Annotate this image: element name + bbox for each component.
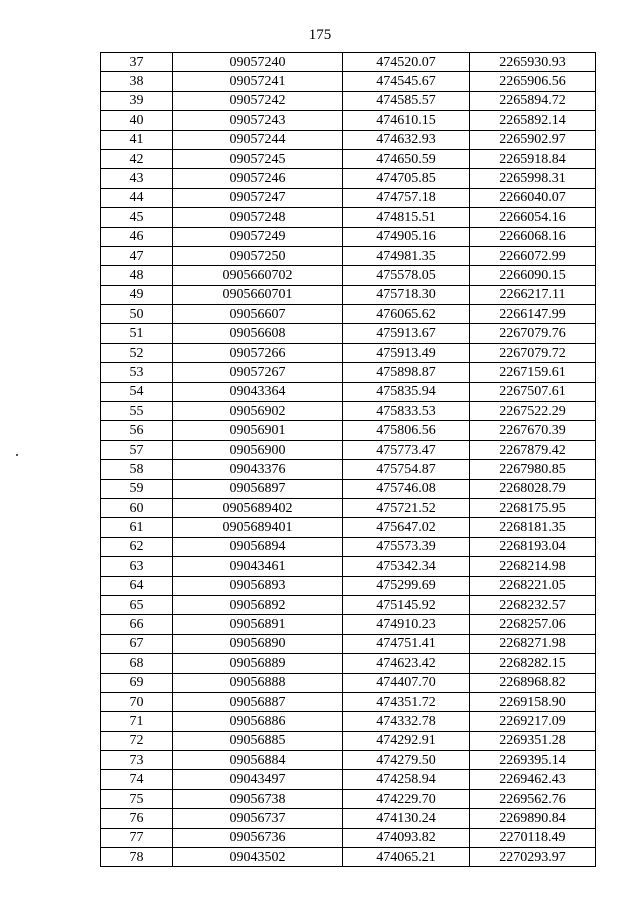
y-coordinate-cell: 2265892.14 bbox=[470, 111, 596, 130]
parcel-id-cell: 0905660702 bbox=[173, 266, 343, 285]
table-row bbox=[101, 285, 596, 304]
parcel-id-cell: 09043502 bbox=[173, 848, 343, 867]
y-coordinate-cell: 2267159.61 bbox=[470, 363, 596, 382]
y-coordinate-cell: 2266040.07 bbox=[470, 188, 596, 207]
table-row bbox=[101, 402, 596, 421]
point-number-cell: 42 bbox=[101, 149, 173, 168]
x-coordinate-cell: 475833.53 bbox=[343, 402, 470, 421]
table-row bbox=[101, 382, 596, 401]
parcel-id-cell: 09057249 bbox=[173, 227, 343, 246]
x-coordinate-cell: 474130.24 bbox=[343, 809, 470, 828]
point-number-cell: 50 bbox=[101, 305, 173, 324]
point-number-cell: 54 bbox=[101, 382, 173, 401]
y-coordinate-cell: 2268271.98 bbox=[470, 634, 596, 653]
y-coordinate-cell: 2267980.85 bbox=[470, 460, 596, 479]
parcel-id-cell: 09056887 bbox=[173, 692, 343, 711]
point-number-cell: 46 bbox=[101, 227, 173, 246]
point-number-cell: 78 bbox=[101, 848, 173, 867]
point-number-cell: 53 bbox=[101, 363, 173, 382]
point-number-cell: 41 bbox=[101, 130, 173, 149]
table-row bbox=[101, 518, 596, 537]
parcel-id-cell: 0905660701 bbox=[173, 285, 343, 304]
y-coordinate-cell: 2269395.14 bbox=[470, 751, 596, 770]
y-coordinate-cell: 2268221.05 bbox=[470, 576, 596, 595]
y-coordinate-cell: 2265906.56 bbox=[470, 72, 596, 91]
table-row bbox=[101, 828, 596, 847]
parcel-id-cell: 09056897 bbox=[173, 479, 343, 498]
x-coordinate-cell: 475773.47 bbox=[343, 440, 470, 459]
point-number-cell: 39 bbox=[101, 91, 173, 110]
y-coordinate-cell: 2267879.42 bbox=[470, 440, 596, 459]
point-number-cell: 62 bbox=[101, 537, 173, 556]
parcel-id-cell: 09056894 bbox=[173, 537, 343, 556]
y-coordinate-cell: 2266217.11 bbox=[470, 285, 596, 304]
parcel-id-cell: 09056900 bbox=[173, 440, 343, 459]
point-number-cell: 65 bbox=[101, 595, 173, 614]
point-number-cell: 69 bbox=[101, 673, 173, 692]
point-number-cell: 72 bbox=[101, 731, 173, 750]
y-coordinate-cell: 2268968.82 bbox=[470, 673, 596, 692]
parcel-id-cell: 09056888 bbox=[173, 673, 343, 692]
parcel-id-cell: 0905689402 bbox=[173, 498, 343, 517]
y-coordinate-cell: 2269351.28 bbox=[470, 731, 596, 750]
y-coordinate-cell: 2267507.61 bbox=[470, 382, 596, 401]
x-coordinate-cell: 474815.51 bbox=[343, 208, 470, 227]
table-row bbox=[101, 460, 596, 479]
parcel-id-cell: 09057247 bbox=[173, 188, 343, 207]
parcel-id-cell: 09056890 bbox=[173, 634, 343, 653]
table-row bbox=[101, 557, 596, 576]
parcel-id-cell: 09056889 bbox=[173, 654, 343, 673]
table-row bbox=[101, 246, 596, 265]
y-coordinate-cell: 2265894.72 bbox=[470, 91, 596, 110]
table-row bbox=[101, 188, 596, 207]
x-coordinate-cell: 475898.87 bbox=[343, 363, 470, 382]
y-coordinate-cell: 2266072.99 bbox=[470, 246, 596, 265]
x-coordinate-cell: 474279.50 bbox=[343, 751, 470, 770]
table-row bbox=[101, 789, 596, 808]
parcel-id-cell: 09043497 bbox=[173, 770, 343, 789]
table-row bbox=[101, 324, 596, 343]
y-coordinate-cell: 2268181.35 bbox=[470, 518, 596, 537]
point-number-cell: 45 bbox=[101, 208, 173, 227]
table-row bbox=[101, 130, 596, 149]
table-row bbox=[101, 537, 596, 556]
x-coordinate-cell: 474407.70 bbox=[343, 673, 470, 692]
x-coordinate-cell: 474545.67 bbox=[343, 72, 470, 91]
y-coordinate-cell: 2269890.84 bbox=[470, 809, 596, 828]
table-row bbox=[101, 169, 596, 188]
y-coordinate-cell: 2266068.16 bbox=[470, 227, 596, 246]
y-coordinate-cell: 2268193.04 bbox=[470, 537, 596, 556]
point-number-cell: 71 bbox=[101, 712, 173, 731]
y-coordinate-cell: 2268257.06 bbox=[470, 615, 596, 634]
y-coordinate-cell: 2268028.79 bbox=[470, 479, 596, 498]
parcel-id-cell: 09056736 bbox=[173, 828, 343, 847]
y-coordinate-cell: 2268232.57 bbox=[470, 595, 596, 614]
point-number-cell: 59 bbox=[101, 479, 173, 498]
point-number-cell: 37 bbox=[101, 53, 173, 72]
parcel-id-cell: 09057250 bbox=[173, 246, 343, 265]
point-number-cell: 56 bbox=[101, 421, 173, 440]
y-coordinate-cell: 2269158.90 bbox=[470, 692, 596, 711]
x-coordinate-cell: 474650.59 bbox=[343, 149, 470, 168]
parcel-id-cell: 09056901 bbox=[173, 421, 343, 440]
table-row bbox=[101, 673, 596, 692]
parcel-id-cell: 09056608 bbox=[173, 324, 343, 343]
point-number-cell: 47 bbox=[101, 246, 173, 265]
point-number-cell: 40 bbox=[101, 111, 173, 130]
table-row bbox=[101, 595, 596, 614]
y-coordinate-cell: 2266054.16 bbox=[470, 208, 596, 227]
table-row bbox=[101, 91, 596, 110]
x-coordinate-cell: 475835.94 bbox=[343, 382, 470, 401]
point-number-cell: 57 bbox=[101, 440, 173, 459]
parcel-id-cell: 09056885 bbox=[173, 731, 343, 750]
x-coordinate-cell: 475746.08 bbox=[343, 479, 470, 498]
table-row bbox=[101, 479, 596, 498]
x-coordinate-cell: 475145.92 bbox=[343, 595, 470, 614]
point-number-cell: 38 bbox=[101, 72, 173, 91]
parcel-id-cell: 09057248 bbox=[173, 208, 343, 227]
y-coordinate-cell: 2267079.76 bbox=[470, 324, 596, 343]
point-number-cell: 60 bbox=[101, 498, 173, 517]
parcel-id-cell: 09057267 bbox=[173, 363, 343, 382]
point-number-cell: 73 bbox=[101, 751, 173, 770]
y-coordinate-cell: 2267522.29 bbox=[470, 402, 596, 421]
table-row bbox=[101, 440, 596, 459]
y-coordinate-cell: 2268214.98 bbox=[470, 557, 596, 576]
x-coordinate-cell: 474585.57 bbox=[343, 91, 470, 110]
y-coordinate-cell: 2270118.49 bbox=[470, 828, 596, 847]
parcel-id-cell: 09056884 bbox=[173, 751, 343, 770]
parcel-id-cell: 09043376 bbox=[173, 460, 343, 479]
point-number-cell: 75 bbox=[101, 789, 173, 808]
x-coordinate-cell: 474981.35 bbox=[343, 246, 470, 265]
parcel-id-cell: 09057246 bbox=[173, 169, 343, 188]
x-coordinate-cell: 475299.69 bbox=[343, 576, 470, 595]
x-coordinate-cell: 474229.70 bbox=[343, 789, 470, 808]
x-coordinate-cell: 475573.39 bbox=[343, 537, 470, 556]
y-coordinate-cell: 2268175.95 bbox=[470, 498, 596, 517]
x-coordinate-cell: 474332.78 bbox=[343, 712, 470, 731]
point-number-cell: 76 bbox=[101, 809, 173, 828]
point-number-cell: 74 bbox=[101, 770, 173, 789]
parcel-id-cell: 09043364 bbox=[173, 382, 343, 401]
parcel-id-cell: 09057244 bbox=[173, 130, 343, 149]
x-coordinate-cell: 474705.85 bbox=[343, 169, 470, 188]
parcel-id-cell: 09056886 bbox=[173, 712, 343, 731]
coordinates-table-body bbox=[101, 53, 596, 867]
y-coordinate-cell: 2265918.84 bbox=[470, 149, 596, 168]
x-coordinate-cell: 474610.15 bbox=[343, 111, 470, 130]
table-row bbox=[101, 208, 596, 227]
table-row bbox=[101, 615, 596, 634]
x-coordinate-cell: 474910.23 bbox=[343, 615, 470, 634]
point-number-cell: 52 bbox=[101, 343, 173, 362]
parcel-id-cell: 09056891 bbox=[173, 615, 343, 634]
x-coordinate-cell: 474520.07 bbox=[343, 53, 470, 72]
x-coordinate-cell: 475913.49 bbox=[343, 343, 470, 362]
x-coordinate-cell: 475913.67 bbox=[343, 324, 470, 343]
x-coordinate-cell: 474751.41 bbox=[343, 634, 470, 653]
y-coordinate-cell: 2266147.99 bbox=[470, 305, 596, 324]
coordinates-table bbox=[100, 52, 596, 867]
table-row bbox=[101, 498, 596, 517]
parcel-id-cell: 09057241 bbox=[173, 72, 343, 91]
point-number-cell: 77 bbox=[101, 828, 173, 847]
x-coordinate-cell: 475806.56 bbox=[343, 421, 470, 440]
parcel-id-cell: 09056738 bbox=[173, 789, 343, 808]
point-number-cell: 67 bbox=[101, 634, 173, 653]
x-coordinate-cell: 474905.16 bbox=[343, 227, 470, 246]
x-coordinate-cell: 474757.18 bbox=[343, 188, 470, 207]
parcel-id-cell: 09043461 bbox=[173, 557, 343, 576]
y-coordinate-cell: 2265998.31 bbox=[470, 169, 596, 188]
point-number-cell: 63 bbox=[101, 557, 173, 576]
table-row bbox=[101, 227, 596, 246]
table-row bbox=[101, 692, 596, 711]
table-row bbox=[101, 149, 596, 168]
y-coordinate-cell: 2267079.72 bbox=[470, 343, 596, 362]
point-number-cell: 55 bbox=[101, 402, 173, 421]
table-row bbox=[101, 654, 596, 673]
point-number-cell: 48 bbox=[101, 266, 173, 285]
x-coordinate-cell: 474632.93 bbox=[343, 130, 470, 149]
parcel-id-cell: 09057266 bbox=[173, 343, 343, 362]
parcel-id-cell: 09056607 bbox=[173, 305, 343, 324]
table-row bbox=[101, 72, 596, 91]
x-coordinate-cell: 474292.91 bbox=[343, 731, 470, 750]
x-coordinate-cell: 475718.30 bbox=[343, 285, 470, 304]
point-number-cell: 44 bbox=[101, 188, 173, 207]
table-row bbox=[101, 576, 596, 595]
table-row bbox=[101, 343, 596, 362]
table-row bbox=[101, 363, 596, 382]
parcel-id-cell: 09057243 bbox=[173, 111, 343, 130]
point-number-cell: 49 bbox=[101, 285, 173, 304]
parcel-id-cell: 09056902 bbox=[173, 402, 343, 421]
table-row bbox=[101, 634, 596, 653]
x-coordinate-cell: 475754.87 bbox=[343, 460, 470, 479]
table-row bbox=[101, 111, 596, 130]
point-number-cell: 61 bbox=[101, 518, 173, 537]
y-coordinate-cell: 2266090.15 bbox=[470, 266, 596, 285]
page-number: 175 bbox=[308, 27, 332, 43]
table-row bbox=[101, 809, 596, 828]
point-number-cell: 66 bbox=[101, 615, 173, 634]
parcel-id-cell: 09057240 bbox=[173, 53, 343, 72]
x-coordinate-cell: 474093.82 bbox=[343, 828, 470, 847]
point-number-cell: 58 bbox=[101, 460, 173, 479]
y-coordinate-cell: 2267670.39 bbox=[470, 421, 596, 440]
y-coordinate-cell: 2268282.15 bbox=[470, 654, 596, 673]
parcel-id-cell: 09056892 bbox=[173, 595, 343, 614]
y-coordinate-cell: 2269217.09 bbox=[470, 712, 596, 731]
x-coordinate-cell: 476065.62 bbox=[343, 305, 470, 324]
point-number-cell: 51 bbox=[101, 324, 173, 343]
table-row bbox=[101, 305, 596, 324]
table-row bbox=[101, 421, 596, 440]
x-coordinate-cell: 475721.52 bbox=[343, 498, 470, 517]
y-coordinate-cell: 2269562.76 bbox=[470, 789, 596, 808]
y-coordinate-cell: 2270293.97 bbox=[470, 848, 596, 867]
x-coordinate-cell: 474258.94 bbox=[343, 770, 470, 789]
table-row bbox=[101, 266, 596, 285]
parcel-id-cell: 09057242 bbox=[173, 91, 343, 110]
point-number-cell: 68 bbox=[101, 654, 173, 673]
y-coordinate-cell: 2269462.43 bbox=[470, 770, 596, 789]
point-number-cell: 64 bbox=[101, 576, 173, 595]
table-row bbox=[101, 731, 596, 750]
x-coordinate-cell: 475647.02 bbox=[343, 518, 470, 537]
x-coordinate-cell: 475578.05 bbox=[343, 266, 470, 285]
point-number-cell: 70 bbox=[101, 692, 173, 711]
table-row bbox=[101, 53, 596, 72]
scan-speck bbox=[16, 454, 18, 456]
x-coordinate-cell: 474065.21 bbox=[343, 848, 470, 867]
x-coordinate-cell: 474351.72 bbox=[343, 692, 470, 711]
table-row bbox=[101, 751, 596, 770]
y-coordinate-cell: 2265930.93 bbox=[470, 53, 596, 72]
parcel-id-cell: 09057245 bbox=[173, 149, 343, 168]
table-row bbox=[101, 848, 596, 867]
point-number-cell: 43 bbox=[101, 169, 173, 188]
table-row bbox=[101, 712, 596, 731]
y-coordinate-cell: 2265902.97 bbox=[470, 130, 596, 149]
parcel-id-cell: 09056893 bbox=[173, 576, 343, 595]
x-coordinate-cell: 474623.42 bbox=[343, 654, 470, 673]
parcel-id-cell: 09056737 bbox=[173, 809, 343, 828]
x-coordinate-cell: 475342.34 bbox=[343, 557, 470, 576]
table-row bbox=[101, 770, 596, 789]
parcel-id-cell: 0905689401 bbox=[173, 518, 343, 537]
